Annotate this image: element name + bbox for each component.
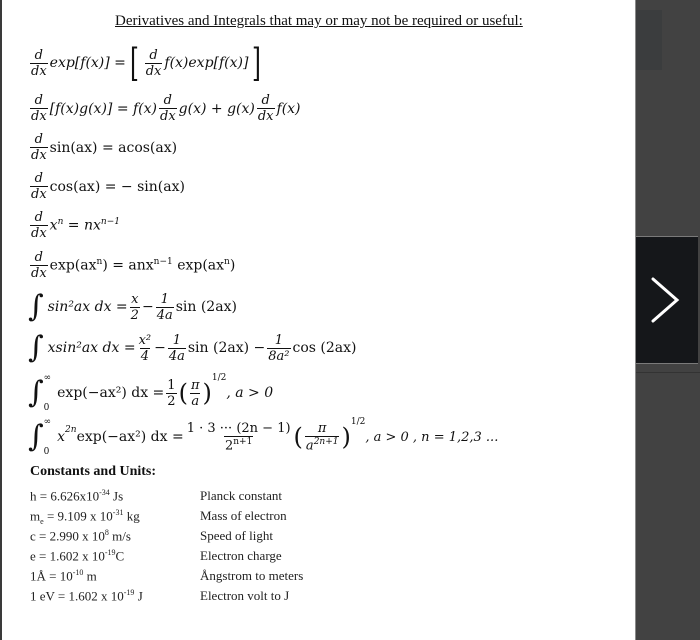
equation-d-sin: $\frac{d}{dx}$ sin(ax) = acos(ax) (31, 132, 178, 163)
next-page-button[interactable] (636, 236, 698, 364)
integral-sign-icon: ∫ (28, 330, 44, 365)
equation-d-power: $\frac{d}{dx}$ $x^n = nx^{n-1}$ (31, 210, 120, 241)
constant-electron-volt-desc: Electron volt to J (200, 588, 290, 603)
equation-product-rule: $\frac{d}{dx}$ [f(x)g(x)] = f(x) $\frac{d}{dx}$ g(x) + g(x) $\frac{d}{dx}$ f(x) (31, 93, 301, 124)
constant-planck-desc: Planck constant (200, 488, 282, 503)
page-title: Derivatives and Integrals that may or may not be required or useful: (115, 13, 523, 29)
constant-speed-of-light-desc: Speed of light (200, 528, 273, 543)
constant-angstrom-desc: Ångstrom to meters (200, 568, 304, 583)
constants-heading: Constants and Units: (30, 464, 157, 479)
chevron-right-icon (650, 277, 680, 323)
constant-electron-volt: 1 eV = 1.602 x $10^{-19}$ J (30, 588, 143, 604)
integral-sign-icon: ∫ (28, 375, 44, 410)
equation-int-xsin2: ∫ xsin²ax dx = $\frac{\text{x²}}{4}$ − $\frac{1}{4a}$ sin (2ax) − $\frac{1}{\text{8a²}}$ cos (2ax) (28, 330, 357, 365)
equation-int-gauss-moment: ∫ ∞ 0 x $^{2n}$ exp(−ax²) dx = $\frac{1 \cdot 3 \cdot\cdot\cdot (2n - 1)}{2^{n+1}}$ ( $\frac{\pi}{a^{2n+1}}$ ) $^{1/2}$ , a > 0 , n = 1,2,3 ... (28, 417, 499, 457)
equation-d-exp-axn: $\frac{d}{dx}$ $\exp(ax^n) = anx^{n-1}$ $\exp(ax^n)$ (31, 250, 236, 281)
equation-int-gauss: ∫ ∞ 0 exp(−ax²) dx = $\frac{1}{2}$ ( $\frac{\pi}{a}$ ) $^{1/2}$ , a > 0 (28, 373, 274, 413)
constant-planck: $h = 6.626x10^{-34}$ Js (30, 488, 124, 504)
integral-sign-icon: ∫ (28, 419, 44, 454)
constant-angstrom: 1Å = $10^{-10}$ m (30, 568, 97, 584)
side-panel-divider (636, 372, 700, 373)
document-page (2, 0, 636, 640)
constant-electron-mass: $m_e = 9.109$ x $10^{-31}$ kg (30, 508, 140, 526)
equation-d-cos: $\frac{d}{dx}$ cos(ax) = − sin(ax) (31, 171, 185, 202)
constant-speed-of-light: c = 2.990 x $10^8$ m/s (30, 528, 131, 544)
integral-sign-icon: ∫ (28, 289, 44, 324)
side-panel-thumbnail (636, 10, 662, 70)
constant-electron-charge-desc: Electron charge (200, 548, 282, 563)
equation-d-exp-f: $\frac{d}{dx}$ exp[f(x)] = [ $\frac{d}{dx}$ f(x)exp[f(x)] ] (31, 41, 262, 85)
constant-electron-charge: e = 1.602 x $10^{-19}C$ (30, 548, 125, 564)
constant-electron-mass-desc: Mass of electron (200, 508, 287, 523)
equation-int-sin2: ∫ sin²ax dx = $\frac{x}{2}$ − $\frac{1}{4a}$ sin (2ax) (28, 289, 237, 324)
